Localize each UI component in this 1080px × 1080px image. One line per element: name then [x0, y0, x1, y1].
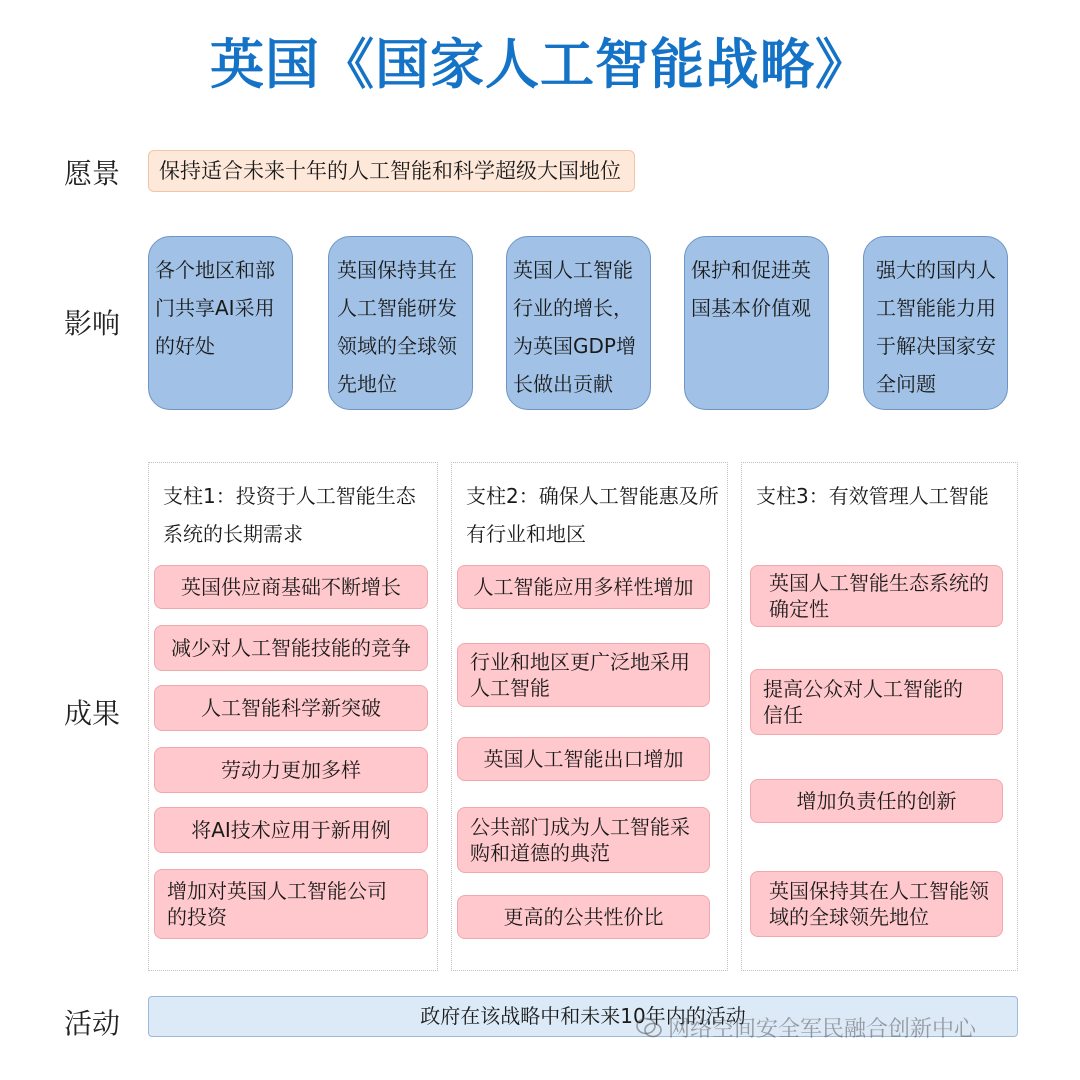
row-label-impact: 影响	[64, 307, 121, 340]
watermark-text: 网络空间安全军民融合创新中心	[668, 1017, 977, 1042]
pillar-heading: 支柱1：投资于人工智能生态系统的长期需求	[163, 484, 416, 546]
outcome-box: 人工智能应用多样性增加	[457, 565, 710, 609]
page-title: 英国《国家人工智能战略》	[210, 33, 870, 96]
pillar-column-3	[741, 462, 1018, 971]
pillar-column-1	[148, 462, 438, 971]
impact-box: 英国人工智能行业的增长，为英国GDP增长做出贡献	[506, 236, 651, 410]
outcome-box: 英国保持其在人工智能领域的全球领先地位	[750, 871, 1003, 937]
outcome-box: 英国人工智能生态系统的确定性	[750, 565, 1003, 627]
vision-box: 保持适合未来十年的人工智能和科学超级大国地位	[148, 150, 635, 192]
row-label-activities: 活动	[64, 1007, 121, 1040]
impact-box: 各个地区和部门共享AI采用的好处	[148, 236, 293, 410]
outcome-box: 人工智能科学新突破	[154, 685, 428, 731]
pillar-column-2	[451, 462, 728, 971]
impact-box: 英国保持其在人工智能研发领域的全球领先地位	[328, 236, 473, 410]
outcome-box: 行业和地区更广泛地采用人工智能	[457, 643, 710, 707]
outcome-box: 英国人工智能出口增加	[457, 737, 710, 781]
activity-bar: 政府在该战略中和未来10年内的活动	[148, 996, 1018, 1037]
row-label-vision: 愿景	[64, 157, 121, 190]
outcome-box: 劳动力更加多样	[154, 747, 428, 793]
pillar-heading: 支柱3：有效管理人工智能	[756, 484, 989, 508]
outcome-box: 将AI技术应用于新用例	[154, 807, 428, 853]
outcome-box: 减少对人工智能技能的竞争	[154, 625, 428, 671]
outcome-box: 更高的公共性价比	[457, 895, 710, 939]
outcome-box: 增加对英国人工智能公司的投资	[154, 869, 428, 939]
outcome-box: 英国供应商基础不断增长	[154, 565, 428, 609]
impact-box: 保护和促进英国基本价值观	[684, 236, 829, 410]
watermark	[636, 1012, 976, 1043]
outcome-box: 公共部门成为人工智能采购和道德的典范	[457, 807, 710, 873]
impact-box: 强大的国内人工智能能力用于解决国家安全问题	[863, 236, 1008, 410]
outcome-box: 提高公众对人工智能的信任	[750, 669, 1003, 735]
pillar-heading: 支柱2：确保人工智能惠及所有行业和地区	[466, 484, 719, 546]
row-label-outcomes: 成果	[64, 697, 121, 730]
chat-bubble-icon	[636, 1017, 662, 1039]
outcome-box: 增加负责任的创新	[750, 779, 1003, 823]
